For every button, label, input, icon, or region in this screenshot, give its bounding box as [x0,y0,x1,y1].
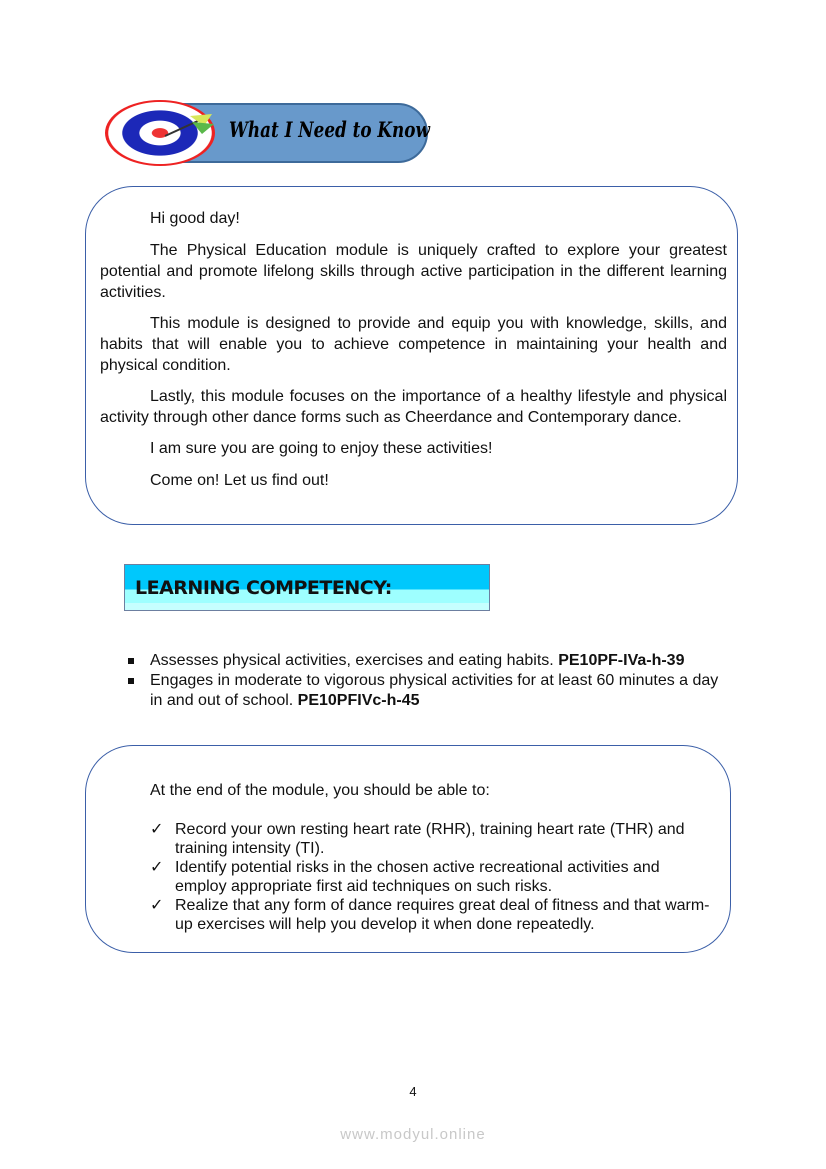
objectives-list [150,820,710,934]
checkmark-icon: ✓ [150,897,164,914]
checkmark-icon: ✓ [150,859,164,876]
list-item: ✓ Identify potential risks in the chosen active recreational activities and employ appropriate first aid techniques on such risks. [150,859,660,895]
learning-competency-heading-box [124,564,490,611]
intro-paragraph-3: Lastly, this module focuses on the importance of a healthy lifestyle and physical activity through other dance forms such as Cheerdance and Contemporary dance. [100,388,727,426]
competency-list [125,651,725,711]
list-item: Engages in moderate to vigorous physical activities for at least 60 minutes a day in and out of school. PE10PFIVc-h-45 [125,671,725,711]
checkmark-icon: ✓ [150,821,164,838]
what-i-need-to-know-banner [105,100,430,166]
learning-competency-heading: LEARNING COMPETENCY: [135,577,392,599]
list-item: Assesses physical activities, exercises and eating habits. PE10PF-IVa-h-39 [125,651,725,671]
darts-icon [160,112,215,142]
page-number: 4 [409,1084,417,1099]
banner-title: What I Need to Know [229,117,430,142]
intro-paragraph-2: This module is designed to provide and equip you with knowledge, skills, and habits that will enable you to achieve competence in maintaining your health and physical condition. [100,315,727,374]
bullet-icon [128,658,134,664]
list-item: ✓ Realize that any form of dance requires great deal of fitness and that warm-up exercises will help you develop it when done repeatedly. [150,897,710,933]
intro-paragraph-1: The Physical Education module is uniquely crafted to explore your greatest potential and promote lifelong skills through active participation in the different learning activities. [100,242,727,301]
objectives-lead: At the end of the module, you should be able to: [150,782,490,799]
list-item: ✓ Record your own resting heart rate (RHR), training heart rate (THR) and training intensity (TI). [150,821,685,857]
intro-paragraph-4: I am sure you are going to enjoy these activities! [150,440,493,457]
intro-paragraph-5: Come on! Let us find out! [150,472,329,489]
bullet-icon [128,678,134,684]
greeting: Hi good day! [150,210,240,227]
competency-code: PE10PF-IVa-h-39 [558,652,685,669]
watermark: www.modyul.online [340,1126,486,1143]
competency-code: PE10PFIVc-h-45 [297,692,420,709]
